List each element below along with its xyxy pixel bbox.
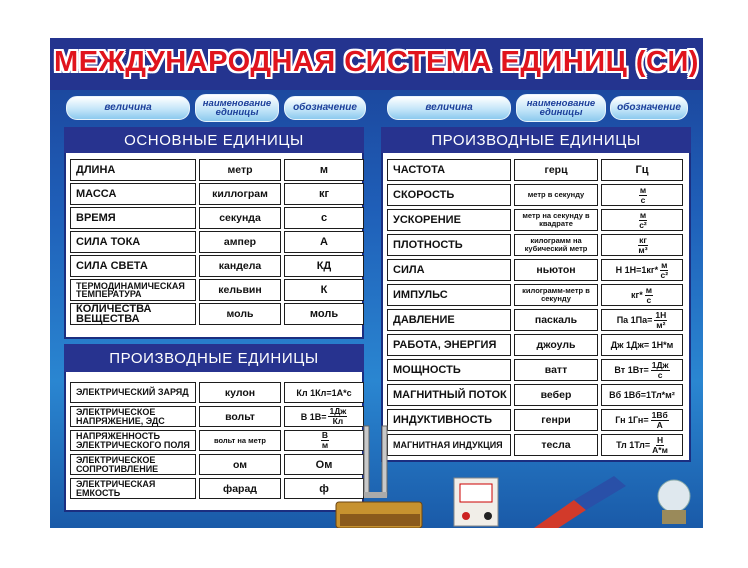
fraction-numerator: 1Дж xyxy=(329,406,347,416)
fraction-denominator: м xyxy=(321,440,329,450)
formula-prefix: В 1В= xyxy=(300,411,327,422)
quantity-name-cell: ЭЛЕКТРИЧЕСКОЕ НАПРЯЖЕНИЕ, ЭДС xyxy=(70,406,196,427)
quantity-name-cell: КОЛИЧЕСТВА ВЕЩЕСТВА xyxy=(70,303,196,325)
unit-symbol-cell xyxy=(601,334,683,356)
header-quantity-right: величина xyxy=(387,96,511,120)
unit-symbol-cell xyxy=(601,209,683,231)
unit-symbol: моль xyxy=(309,308,339,320)
fraction-denominator: А xyxy=(656,419,663,430)
unit-symbol: Ом xyxy=(315,458,333,471)
quantity-name-cell: СКОРОСТЬ xyxy=(387,184,511,206)
unit-name-cell: тесла xyxy=(514,434,598,456)
formula-prefix: Гн 1Гн= xyxy=(615,415,649,425)
unit-symbol: Гц xyxy=(635,164,649,176)
header-unit-name-right xyxy=(516,94,606,122)
header-symbol-left: обозначение xyxy=(284,96,366,120)
unit-name-cell: вебер xyxy=(514,384,598,406)
formula-prefix: кг* xyxy=(630,290,643,300)
unit-formula xyxy=(617,311,668,330)
quantity-name-cell: МАГНИТНЫЙ ПОТОК xyxy=(387,384,511,406)
unit-name-cell: ом xyxy=(199,454,281,475)
quantity-name-cell: СИЛА СВЕТА xyxy=(70,255,196,277)
fraction-numerator: м xyxy=(639,184,647,195)
fraction-numerator: 1Дж xyxy=(651,359,669,370)
quantity-name-cell: НАПРЯЖЕННОСТЬ ЭЛЕКТРИЧЕСКОГО ПОЛЯ xyxy=(70,430,196,451)
unit-symbol-cell xyxy=(601,159,683,181)
unit-name-cell: метр xyxy=(199,159,281,181)
unit-name-cell: ампер xyxy=(199,231,281,253)
unit-name-cell: кельвин xyxy=(199,279,281,301)
unit-formula xyxy=(637,211,647,230)
unit-symbol-cell xyxy=(601,184,683,206)
unit-symbol-cell xyxy=(284,183,364,205)
fraction-denominator: с xyxy=(640,194,646,205)
unit-symbol: с xyxy=(320,212,328,224)
formula-prefix: Па 1Па= xyxy=(616,315,653,325)
poster-title: МЕЖДУНАРОДНАЯ СИСТЕМА ЕДИНИЦ (СИ) xyxy=(54,46,699,78)
fraction-denominator: Кл xyxy=(332,416,344,426)
fraction-numerator: 1Вб xyxy=(651,409,668,420)
quantity-name-cell: ВРЕМЯ xyxy=(70,207,196,229)
derived-left-panel xyxy=(64,344,364,512)
fraction xyxy=(638,236,648,255)
fraction xyxy=(639,186,647,205)
quantity-name-cell: ИНДУКТИВНОСТЬ xyxy=(387,409,511,431)
unit-symbol-cell xyxy=(284,303,364,325)
fraction-numerator: В xyxy=(321,430,329,440)
unit-name-cell: вольт на метр xyxy=(199,430,281,451)
header-unit-name-right-line1: наименование xyxy=(526,98,596,109)
derived-right-title: ПРОИЗВОДНЫЕ ЕДИНИЦЫ xyxy=(381,127,691,153)
quantity-name-cell: МАГНИТНАЯ ИНДУКЦИЯ xyxy=(387,434,511,456)
unit-name-cell: кулон xyxy=(199,382,281,403)
galvanometer-icon xyxy=(454,478,498,526)
header-quantity-left: величина xyxy=(66,96,190,120)
unit-symbol: м xyxy=(319,164,329,176)
fraction-denominator: с xyxy=(646,294,652,305)
unit-name-cell: фарад xyxy=(199,478,281,499)
fraction-denominator: м³ xyxy=(638,244,648,255)
fraction-numerator: м xyxy=(645,284,653,295)
quantity-name-cell: ПЛОТНОСТЬ xyxy=(387,234,511,256)
unit-symbol-cell xyxy=(284,255,364,277)
unit-symbol-cell xyxy=(284,207,364,229)
unit-formula xyxy=(637,186,647,205)
formula-prefix: Вт 1Вт= xyxy=(614,365,649,375)
unit-formula xyxy=(631,286,653,305)
unit-symbol: К xyxy=(320,284,328,296)
unit-symbol: Дж 1Дж= 1Н*м xyxy=(610,340,674,350)
tuning-fork-icon xyxy=(336,426,422,528)
unit-formula xyxy=(636,236,648,255)
unit-name-cell: метр в секунду xyxy=(514,184,598,206)
header-unit-name-left-line2: единицы xyxy=(215,107,259,118)
unit-symbol: ф xyxy=(319,482,329,495)
fraction xyxy=(645,286,653,305)
lab-equipment-illustration xyxy=(321,418,703,528)
fraction-denominator: с² xyxy=(660,269,669,280)
unit-symbol-cell xyxy=(284,382,364,403)
unit-symbol-cell xyxy=(601,309,683,331)
quantity-name-cell: УСКОРЕНИЕ xyxy=(387,209,511,231)
fraction-numerator: 1Н xyxy=(655,309,667,320)
quantity-name-cell: МОЩНОСТЬ xyxy=(387,359,511,381)
unit-name-cell: секунда xyxy=(199,207,281,229)
fraction-numerator: кг xyxy=(639,234,647,245)
unit-name-cell: ватт xyxy=(514,359,598,381)
fraction-numerator: м xyxy=(661,259,668,270)
header-unit-name-right-line2: единицы xyxy=(539,107,583,118)
unit-symbol-cell xyxy=(284,159,364,181)
quantity-name-cell: СИЛА ТОКА xyxy=(70,231,196,253)
unit-symbol: Кл 1Кл=1А*с xyxy=(296,387,352,398)
derived-left-title: ПРОИЗВОДНЫЕ ЕДИНИЦЫ xyxy=(64,344,364,372)
quantity-name-cell: СИЛА xyxy=(387,259,511,281)
unit-formula xyxy=(614,361,669,380)
fraction-numerator: Н xyxy=(656,434,664,445)
unit-symbol-cell xyxy=(601,359,683,381)
unit-name-cell: генри xyxy=(514,409,598,431)
fraction xyxy=(651,361,670,380)
fraction-denominator: с xyxy=(657,369,663,380)
unit-symbol-cell xyxy=(601,259,683,281)
unit-symbol-cell xyxy=(601,234,683,256)
lamp-icon xyxy=(658,480,690,524)
unit-name-cell: килограмм на кубический метр xyxy=(514,234,598,256)
unit-name-cell: паскаль xyxy=(514,309,598,331)
quantity-name-cell: ЭЛЕКТРИЧЕСКОЕ СОПРОТИВЛЕНИЕ xyxy=(70,454,196,475)
unit-symbol-cell xyxy=(601,284,683,306)
fraction-numerator: м xyxy=(639,209,647,220)
quantity-name-cell: МАССА xyxy=(70,183,196,205)
fraction-denominator: А*м xyxy=(652,444,668,455)
derived-right-panel xyxy=(381,127,691,462)
unit-symbol: КД xyxy=(316,260,332,272)
unit-name-cell: килограмм-метр в секунду xyxy=(514,284,598,306)
fraction-denominator: с² xyxy=(639,219,647,230)
unit-name-cell: вольт xyxy=(199,406,281,427)
unit-symbol-cell xyxy=(284,231,364,253)
quantity-name-cell: ДЛИНА xyxy=(70,159,196,181)
quantity-name-cell: ТЕРМОДИНАМИЧЕСКАЯ ТЕМПЕРАТУРА xyxy=(70,279,196,301)
unit-name-cell: метр на секунду в квадрате xyxy=(514,209,598,231)
unit-name-cell: моль xyxy=(199,303,281,325)
unit-name-cell: герц xyxy=(514,159,598,181)
unit-name-cell: киллограм xyxy=(199,183,281,205)
fraction-denominator: м² xyxy=(656,319,666,330)
unit-name-cell: ньютон xyxy=(514,259,598,281)
poster xyxy=(50,38,703,528)
formula-prefix: Н 1Н=1кг* xyxy=(615,265,659,275)
formula-prefix: Тл 1Тл= xyxy=(616,440,651,450)
quantity-name-cell: ЧАСТОТА xyxy=(387,159,511,181)
base-units-title: ОСНОВНЫЕ ЕДИНИЦЫ xyxy=(64,127,364,153)
unit-name-cell: кандела xyxy=(199,255,281,277)
quantity-name-cell: РАБОТА, ЭНЕРГИЯ xyxy=(387,334,511,356)
header-unit-name-left-line1: наименование xyxy=(202,98,272,109)
unit-formula xyxy=(616,261,669,280)
base-units-panel xyxy=(64,127,364,339)
unit-symbol: Вб 1Вб=1Тл*м² xyxy=(609,390,675,400)
header-unit-name-left xyxy=(195,94,279,122)
unit-symbol-cell xyxy=(601,384,683,406)
quantity-name-cell: ЭЛЕКТРИЧЕСКИЙ ЗАРЯД xyxy=(70,382,196,403)
magnet-icon xyxy=(534,476,626,528)
unit-name-cell: джоуль xyxy=(514,334,598,356)
quantity-name-cell: ИМПУЛЬС xyxy=(387,284,511,306)
fraction xyxy=(660,261,668,280)
quantity-name-cell: ДАВЛЕНИЕ xyxy=(387,309,511,331)
fraction xyxy=(654,311,667,330)
header-symbol-right: обозначение xyxy=(610,96,688,120)
quantity-name-cell: ЭЛЕКТРИЧЕСКАЯ ЕМКОСТЬ xyxy=(70,478,196,499)
unit-symbol-cell xyxy=(284,279,364,301)
unit-symbol: кг xyxy=(318,188,330,200)
fraction xyxy=(639,211,647,230)
unit-symbol: А xyxy=(320,236,328,248)
